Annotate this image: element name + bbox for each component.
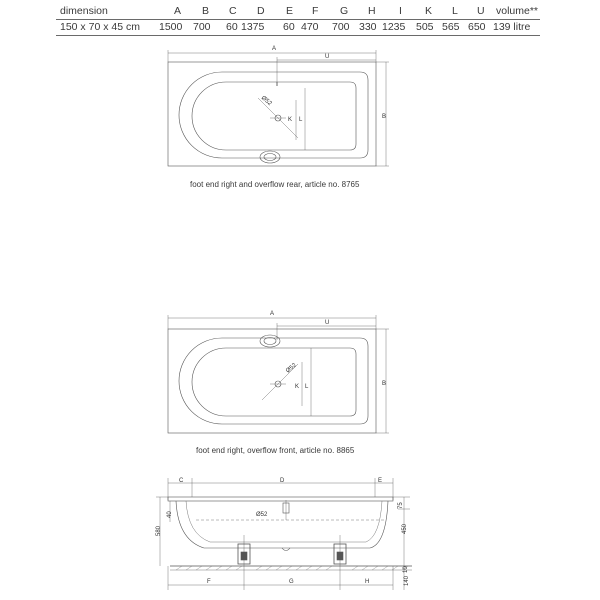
cell-b: 700 [193,21,211,33]
floor-hatch [176,566,408,570]
section-drain [282,548,290,551]
label-dia-1: Ø52 [259,95,273,108]
header-d: D [257,5,265,17]
tub-outer-rim-1 [168,62,376,166]
cell-l: 565 [442,21,460,33]
header-c: C [229,5,237,17]
header-dimension: dimension [60,5,108,17]
cell-d: 1375 [241,21,265,33]
label-450: 450 [402,523,408,534]
header-i: I [399,5,402,17]
caption-drawing-2: foot end right, overflow front, article no. 8865 [196,446,355,455]
label-75: 75 [398,502,404,509]
tub-rim-contour-2 [179,338,368,424]
header-a: A [174,5,182,17]
header-f: F [312,5,319,17]
label-u-2: U [325,320,330,326]
overflow-front-2 [260,335,280,347]
header-g: G [340,5,349,17]
cell-i: 1235 [382,21,406,33]
header-volume: volume** [496,5,539,17]
cell-u: 650 [468,21,486,33]
cell-dimension: 150 x 70 x 45 cm [60,21,140,33]
label-g: G [289,579,294,585]
header-e: E [286,5,294,17]
cell-e: 60 [283,21,295,33]
label-a-1: A [272,46,277,52]
overflow-rear-1 [260,151,280,163]
cell-volume: 139 litre [493,21,531,33]
cell-a: 1500 [159,21,183,33]
label-u-1: U [325,54,330,60]
label-580: 580 [156,525,162,536]
label-e: E [378,478,383,484]
label-h: H [365,579,370,585]
section-rim [168,497,393,501]
label-l-2: L [305,384,309,390]
label-d: D [280,478,285,484]
header-u: U [477,5,485,17]
drawing-overflow-front [168,311,389,433]
caption-drawing-1: foot end right and overflow rear, article no. 8765 [190,180,360,189]
drawing-overflow-rear [168,46,389,166]
label-k-2: K [295,384,300,390]
cell-h: 330 [359,21,377,33]
header-l: L [452,5,458,17]
tub-basin-1 [192,82,356,150]
label-b-2: B [382,381,387,387]
section-view [156,478,412,590]
cell-f: 470 [301,21,319,33]
cell-g: 700 [332,21,350,33]
label-l-1: L [299,117,303,123]
label-10: 10 [403,566,409,573]
tub-rim-contour-1 [179,72,368,158]
header-h: H [368,5,376,17]
label-40: 40 [167,511,173,518]
label-b-1: B [382,114,387,120]
cell-c: 60 [226,21,238,33]
cell-k: 505 [416,21,434,33]
label-k-1: K [288,117,293,123]
tub-basin-2 [192,348,356,416]
header-b: B [202,5,210,17]
label-140: 140 [404,575,410,586]
label-f: F [207,579,211,585]
label-dia-section: Ø52 [256,512,268,518]
label-dia-2: Ø52 [285,362,298,375]
header-k: K [425,5,433,17]
label-c: C [179,478,184,484]
label-a-2: A [270,311,275,317]
